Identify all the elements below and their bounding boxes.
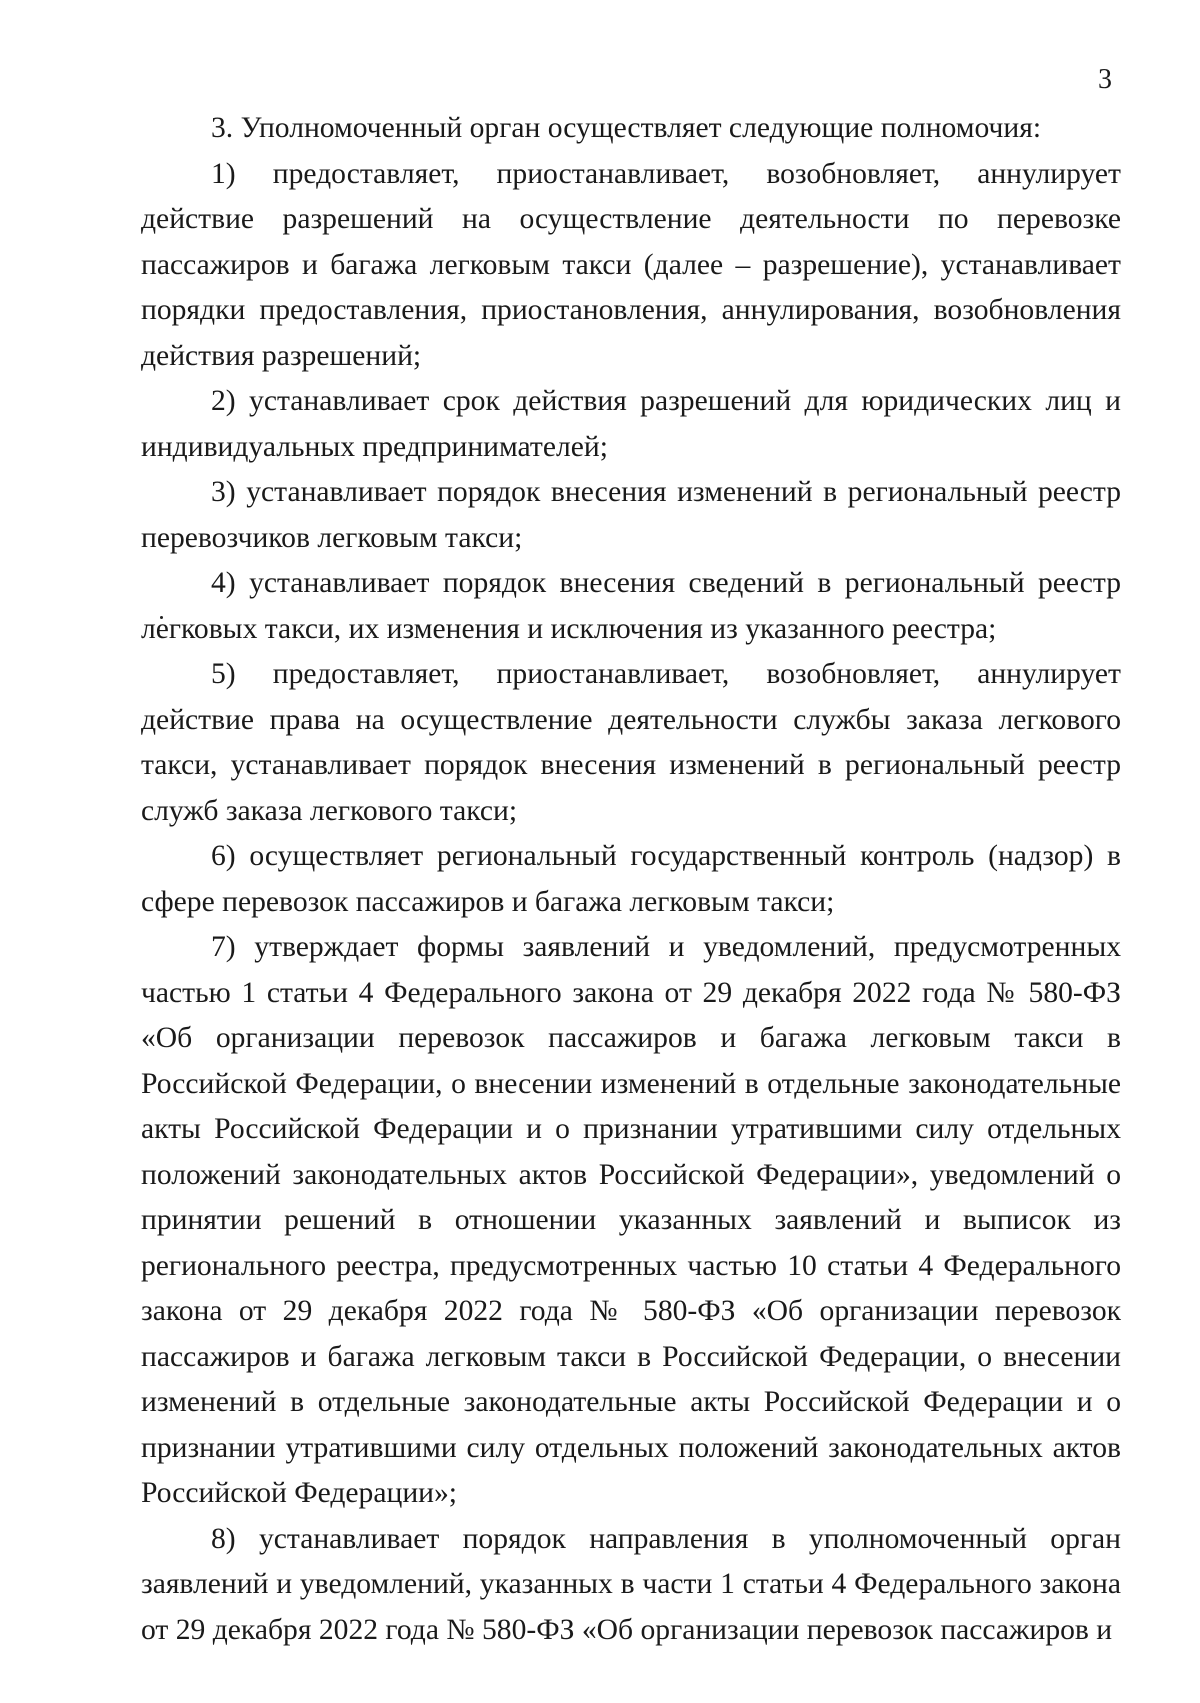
paragraph-intro: 3. Уполномоченный орган осуществляет следующие полномочия: <box>211 112 1042 144</box>
paragraph-item-2: 2) устанавливает срок действия разрешений для юридических лиц и индивидуальных предпринимателей; <box>141 385 1121 463</box>
document-body <box>141 106 1121 1653</box>
paragraph-item-8: 8) устанавливает порядок направления в уполномоченный орган заявлений и уведомлений, указанных в части 1 статьи 4 Федерального закона от 29 декабря 2022 года № 580-ФЗ «Об организации перевозок пассажиров и <box>141 1522 1121 1646</box>
paragraph-item-7: 7) утверждает формы заявлений и уведомлений, предусмотренных частью 1 статьи 4 Федерального закона от 29 декабря 2022 года № 580-ФЗ «Об организации перевозок пассажиров и багажа легковым такси в Российской Федерации, о внесении изменений в отдельные законодательные акты Российской Федерации и о признании утратившими силу отдельных положений законодательных актов Российской Федерации», уведомлений о принятии решений в отношении указанных заявлений и выписок из регионального реестра, предусмотренных частью 10 статьи 4 Федерального закона от 29 декабря 2022 года № 580-ФЗ «Об организации перевозок пассажиров и багажа легковым такси в Российской Федерации, о внесении изменений в отдельные законодательные акты Российской Федерации и о признании утратившими силу отдельных положений законодательных актов Российской Федерации»; <box>141 931 1121 1509</box>
paragraph-item-1: 1) предоставляет, приостанавливает, возобновляет, аннулирует действие разрешений на осуществление деятельности по перевозке пассажиров и багажа легковым такси (далее – разрешение), устанавливает порядки предоставления, приостановления, аннулирования, возобновления действия разрешений; <box>141 157 1121 372</box>
paragraph-item-6: 6) осуществляет региональный государственный контроль (надзор) в сфере перевозок пассажиров и багажа легковым такси; <box>141 840 1121 918</box>
page-number: 3 <box>1098 64 1112 95</box>
paragraph-item-4: 4) устанавливает порядок внесения сведений в региональный реестр легковых такси, их изменения и исключения из указанного реестра; <box>141 567 1121 645</box>
paragraph-item-5: 5) предоставляет, приостанавливает, возобновляет, аннулирует действие права на осуществление деятельности службы заказа легкового такси, устанавливает порядок внесения изменений в региональный реестр служб заказа легкового такси; <box>141 658 1121 827</box>
paragraph-item-3: 3) устанавливает порядок внесения изменений в региональный реестр перевозчиков легковым такси; <box>141 476 1121 554</box>
